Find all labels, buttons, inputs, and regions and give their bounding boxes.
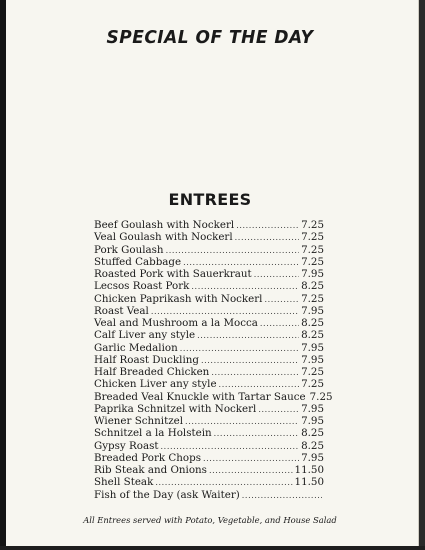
menu-item — [94, 476, 324, 488]
dot-leader — [264, 294, 299, 306]
menu-item-name: Roast Veal — [94, 304, 149, 317]
dot-leader — [211, 367, 299, 379]
menu-item-name: Paprika Schnitzel with Nockerl — [94, 402, 257, 415]
menu-item — [94, 390, 333, 403]
dot-leader — [254, 269, 299, 281]
menu-item-name: Stuffed Cabbage — [94, 255, 182, 268]
menu-item-name: Gypsy Roast — [94, 439, 159, 452]
menu-item-price: 7.25 — [309, 390, 333, 403]
menu-item-name: Roasted Pork with Sauerkraut — [94, 268, 252, 280]
menu-item-price: 8.25 — [301, 317, 324, 329]
menu-item — [94, 317, 324, 329]
menu-item — [94, 219, 324, 231]
menu-item-price: 7.95 — [301, 353, 324, 366]
menu-item-name: Breaded Pork Chops — [94, 451, 202, 464]
dot-leader — [235, 232, 299, 244]
menu-item — [94, 342, 324, 354]
menu-item-price: 8.25 — [301, 427, 324, 440]
dot-leader — [197, 330, 299, 342]
dot-leader — [214, 428, 299, 440]
menu-item-price: 7.25 — [301, 219, 324, 231]
menu-item-name: Half Breaded Chicken — [94, 366, 210, 378]
menu-item-name: Rib Steak and Onions — [94, 464, 207, 476]
menu-item-price: 8.25 — [301, 280, 324, 293]
dot-leader — [166, 245, 300, 257]
menu-item — [94, 440, 324, 452]
menu-item-price: 8.25 — [301, 439, 324, 452]
dot-leader — [201, 355, 299, 367]
menu-item-name: Chicken Paprikash with Nockerl — [94, 292, 263, 305]
menu-item-price: 8.25 — [301, 329, 324, 342]
dot-leader — [209, 465, 293, 477]
menu-item — [94, 329, 324, 341]
entree-list — [94, 219, 333, 501]
menu-item-name: Half Roast Duckling — [94, 353, 199, 366]
menu-item-name: Beef Goulash with Nockerl — [94, 219, 235, 231]
menu-item-price: 7.95 — [301, 402, 324, 415]
menu-item-price: 7.95 — [301, 341, 324, 354]
scan-edge-right — [418, 0, 425, 550]
footer-note: All Entrees served with Potato, Vegetable, and House Salad — [83, 515, 337, 525]
menu-item-price: 7.25 — [301, 243, 324, 256]
menu-item-name: Shell Steak — [94, 476, 154, 489]
menu-item — [94, 305, 324, 317]
menu-item — [94, 256, 324, 268]
special-of-the-day-title: SPECIAL OF THE DAY — [106, 27, 314, 49]
menu-item-name: Pork Goulash — [94, 243, 164, 256]
menu-item-price: 7.25 — [301, 231, 324, 244]
menu-item — [94, 280, 324, 292]
menu-item-price: 11.50 — [294, 464, 324, 476]
menu-item-price: 7.95 — [301, 415, 324, 427]
dot-leader — [260, 318, 299, 330]
menu-item-price: 7.95 — [301, 268, 324, 280]
menu-item — [94, 489, 324, 501]
menu-item — [94, 231, 324, 243]
dot-leader — [242, 490, 322, 502]
menu-item-name: Calf Liver any style — [94, 329, 196, 342]
dot-leader — [258, 404, 299, 416]
menu-item — [94, 415, 324, 427]
menu-item — [94, 464, 324, 476]
menu-item-price: 7.95 — [301, 304, 324, 317]
menu-item — [94, 427, 324, 439]
menu-item-price: 11.50 — [294, 476, 324, 489]
menu-item — [94, 293, 324, 305]
dot-leader — [236, 220, 299, 232]
menu-item-name: Schnitzel a la Holstein — [94, 427, 212, 440]
menu-item — [94, 354, 324, 366]
menu-item-name: Veal and Mushroom a la Mocca — [94, 317, 258, 329]
menu-item — [94, 366, 324, 378]
menu-item — [94, 378, 324, 390]
menu-item-name: Garlic Medalion — [94, 341, 178, 354]
menu-item-price: 7.25 — [301, 378, 324, 391]
menu-item-name: Chicken Liver any style — [94, 378, 217, 391]
menu-item-price: 7.25 — [301, 366, 324, 378]
menu-item-price: 7.25 — [301, 255, 324, 268]
menu-item-name: Fish of the Day (ask Waiter) — [94, 488, 240, 501]
dot-leader — [203, 453, 299, 465]
menu-item-price: 7.95 — [301, 451, 324, 464]
menu-item-price: 7.25 — [301, 292, 324, 305]
menu-item — [94, 452, 324, 464]
entrees-heading: ENTREES — [168, 190, 252, 209]
menu-item-name: Lecsos Roast Pork — [94, 280, 190, 293]
menu-item-name: Veal Goulash with Nockerl — [94, 231, 233, 244]
menu-item-name: Breaded Veal Knuckle with Tartar Sauce — [94, 390, 306, 403]
menu-item — [94, 403, 324, 415]
menu-item — [94, 268, 324, 280]
scan-edge-bottom — [0, 546, 425, 550]
menu-item — [94, 244, 324, 256]
menu-item-name: Wiener Schnitzel — [94, 415, 184, 427]
